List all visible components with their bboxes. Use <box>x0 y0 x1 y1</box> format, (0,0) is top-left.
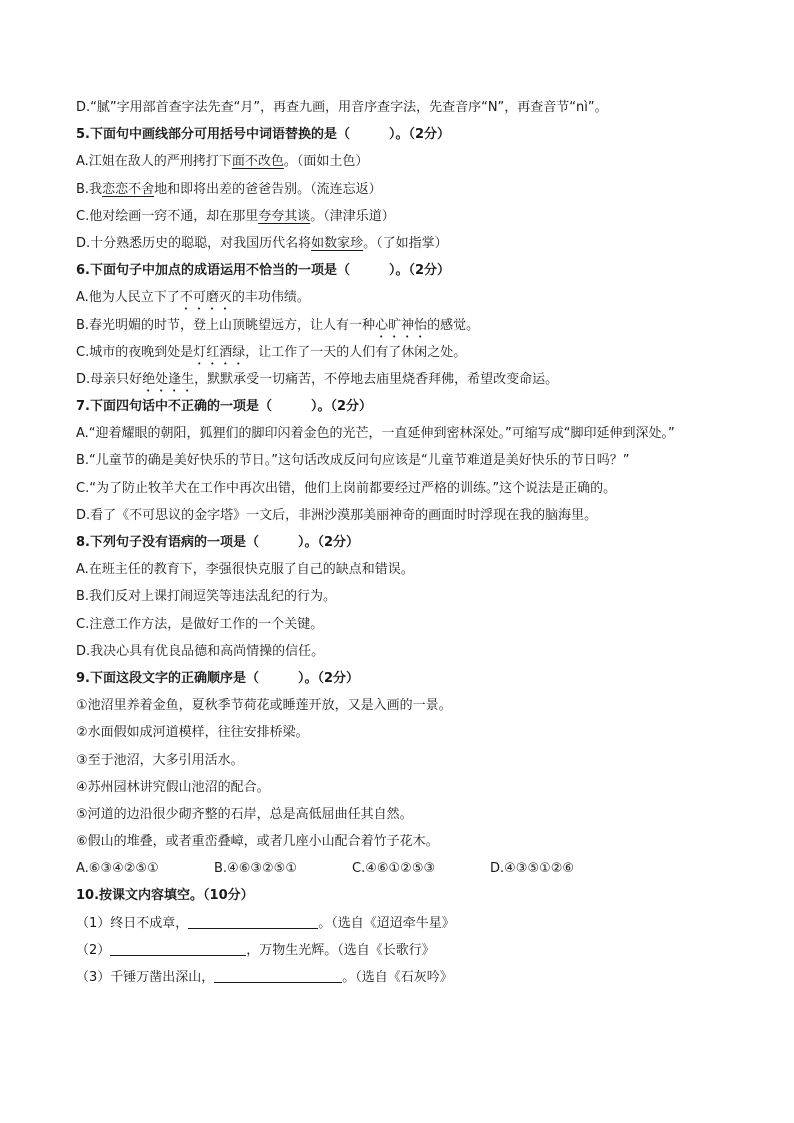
q8-option-b: B.我们反对上课打闹逗笑等违法乱纪的行为。 <box>76 589 337 605</box>
text: 。（津津乐道） <box>310 208 395 224</box>
q9-options <box>76 855 726 882</box>
question-5: 5.下面句中画线部分可用括号中词语替换的是（ ）。（2分） <box>76 127 451 143</box>
text: 的丰功伟绩。 <box>231 290 310 306</box>
text: 地和即将出差的爸爸告别。（流连忘返） <box>154 181 382 197</box>
text: B.我 <box>76 181 103 197</box>
question-8: 8.下列句子没有语病的一项是（ ）。（2分） <box>76 535 360 551</box>
text: C.城市的夜晚到处是 <box>76 344 194 360</box>
question-6: 6.下面句子中加点的成语运用不恰当的一项是（ ）。（2分） <box>76 263 451 279</box>
q9-sentence-1: ①池沼里养着金鱼，夏秋季节荷花或睡莲开放，又是入画的一景。 <box>76 698 452 714</box>
text: （1）终日不成章， <box>76 915 189 931</box>
q9-sentence-2: ②水面假如成河道模样，往往安排桥梁。 <box>76 725 309 741</box>
text: D.十分熟悉历史的聪聪，对我国历代名将 <box>76 235 312 251</box>
underlined-phrase: 面不改色 <box>231 154 284 170</box>
text: （3）千锤万凿出深山， <box>76 970 215 986</box>
q9-sentence-3: ③至于池沼，大多引用活水。 <box>76 752 244 768</box>
q7-option-d: D.看了《不可思议的金字塔》一文后，非洲沙漠那美丽神奇的画面时时浮现在我的脑海里。 <box>76 507 598 523</box>
q10-item-2 <box>76 937 726 964</box>
text: D.母亲只好 <box>76 371 143 387</box>
text: 。（面如土色） <box>283 154 369 170</box>
q9-sentence-4: ④苏州园林讲究假山池沼的配合。 <box>76 779 270 795</box>
dotted-idiom: 心旷神怡 <box>375 317 428 333</box>
text: 。（选自《石灰吟》 <box>342 970 453 986</box>
question-7: 7.下面四句话中不正确的一项是（ ）。（2分） <box>76 399 373 415</box>
q5-option-b <box>76 176 726 203</box>
text: B.春光明媚的时节，登上山顶眺望远方，让人有一种 <box>76 317 376 333</box>
text: ，万物生光辉。（选自《长歌行》 <box>246 942 435 958</box>
q10-item-3 <box>76 964 726 991</box>
q4-option-d: D.“腻”字用部首查字法先查“月”，再查九画，用音序查字法，先查音序“N”，再查音节“nì”。 <box>76 100 608 115</box>
text: A.他为人民立下了 <box>76 290 180 306</box>
q9-option-d: D.④③⑤①②⑥ <box>490 861 575 877</box>
q7-option-b: B.“儿童节的确是美好快乐的节日。”这句话改成反问句应该是“儿童节难道是美好快乐的节日吗？” <box>76 453 630 469</box>
q10-item-1 <box>76 910 726 937</box>
text: ，让工作了一天的人们有了休闲之处。 <box>245 344 467 360</box>
text: 。（选自《迢迢牵牛星》 <box>318 915 455 931</box>
question-10: 10.按课文内容填空。（10分） <box>76 888 254 904</box>
text: 。（了如指掌） <box>363 235 448 251</box>
question-9: 9.下面这段文字的正确顺序是（ ）。（2分） <box>76 670 360 686</box>
text: A.江姐在敌人的严刑拷打下 <box>76 154 232 170</box>
q6-option-a <box>76 284 726 311</box>
q7-option-a: A.“迎着耀眼的朝阳，狐狸们的脚印闪着金色的光芒，一直延伸到密林深处。”可缩写成“脚印延伸到深处。” <box>76 426 675 442</box>
q9-option-c: C.④⑥①②⑤③ <box>352 861 436 877</box>
text: C.他对绘画一窍不通，却在那里 <box>76 208 259 224</box>
underlined-phrase: 如数家珍 <box>311 235 364 251</box>
q9-option-b: B.④⑥③②⑤① <box>214 861 297 877</box>
answer-blank[interactable] <box>214 968 342 983</box>
q7-option-c: C.“为了防止牧羊犬在工作中再次出错，他们上岗前都要经过严格的训练。”这个说法是正确的。 <box>76 480 617 496</box>
q5-option-a <box>76 148 726 175</box>
text: （2） <box>76 942 111 958</box>
dotted-idiom: 绝处逢生 <box>142 371 195 387</box>
underlined-phrase: 夸夸其谈 <box>258 208 311 224</box>
answer-blank[interactable] <box>110 941 246 956</box>
q8-option-c: C.注意工作方法，是做好工作的一个关键。 <box>76 616 324 632</box>
q6-option-c <box>76 339 726 366</box>
text: ，默默承受一切痛苦，不停地去庙里烧香拜佛，希望改变命运。 <box>194 371 559 387</box>
dotted-idiom: 不可磨灭 <box>179 290 232 306</box>
text: 的感觉。 <box>427 317 480 333</box>
q9-option-a: A.⑥③④②⑤① <box>76 861 159 877</box>
q9-sentence-5: ⑤河道的边沿很少砌齐整的石岸，总是高低屈曲任其自然。 <box>76 806 413 822</box>
q9-sentence-6: ⑥假山的堆叠，或者重峦叠嶂，或者几座小山配合着竹子花木。 <box>76 834 439 850</box>
exam-content <box>76 94 726 991</box>
q8-option-d: D.我决心具有优良品德和高尚情操的信任。 <box>76 643 325 659</box>
q8-option-a: A.在班主任的教育下，李强很快克服了自己的缺点和错误。 <box>76 562 414 578</box>
underlined-phrase: 恋恋不舍 <box>102 181 155 197</box>
answer-blank[interactable] <box>188 914 318 929</box>
q5-option-d <box>76 230 726 257</box>
q6-option-d <box>76 366 726 393</box>
q5-option-c <box>76 203 726 230</box>
q6-option-b <box>76 312 726 339</box>
dotted-idiom: 灯红酒绿 <box>193 344 246 360</box>
